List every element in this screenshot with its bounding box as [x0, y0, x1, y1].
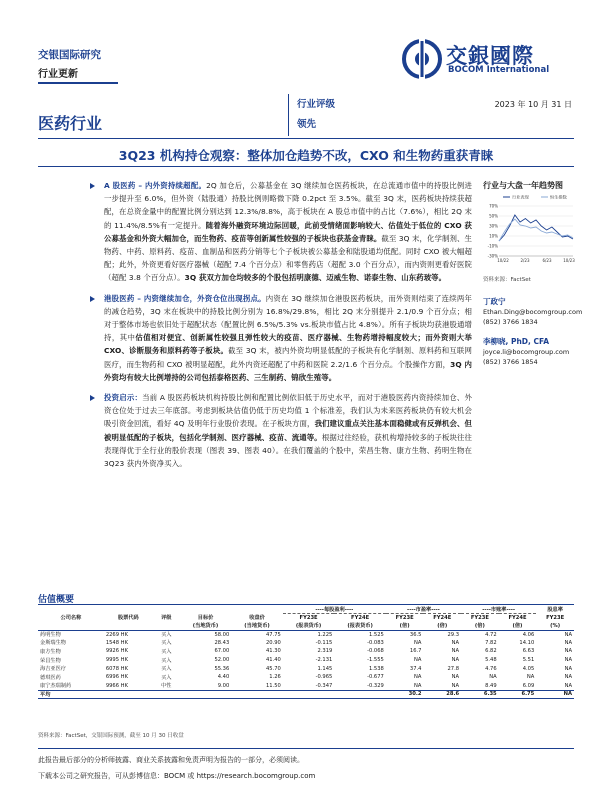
analyst-name: 丁政宁 — [483, 297, 506, 306]
table-cell: 1.225 — [317, 631, 333, 638]
paragraph-text: 截至 3Q 末，被内外资均明显低配的子板块有化学制剂、原料药和互联网医疗，而生物药和 CXO 被明显超配，此外内资还超配了中药和医院 2.2/1.6 个百分点。个股操作方面， — [104, 346, 473, 369]
table-cell: 45.70 — [265, 665, 281, 672]
paragraph-heading: A 股医药 – 内外资持续超配。 — [104, 181, 207, 190]
download-text[interactable]: 下载本公司之研究报告，可从彭博信息：BOCM 或 https://research.bocomgroup.com — [38, 772, 316, 780]
table-average-row — [38, 690, 574, 699]
bocom-logo — [402, 38, 578, 80]
valuation-title: 估值概要 — [38, 595, 75, 605]
table-cell: 5.51 — [522, 657, 535, 664]
analyst-name: 李柳晓, PhD, CFA — [483, 337, 550, 346]
column-unit: (倍) — [499, 622, 537, 631]
paragraph-text: 2Q 加仓后，公募基金在 3Q 继续加仓医药板块，在总流通市值中的持股比例进一步提升至 6.0%，但外资（陆股通）持股比例则略微下降 0.2pct 至 3.5%。截至 3Q 末，医药板块持续获超配，在总资金量中的配置比例分别达到 12.3%/8.8%，高于板块在 A 股总市值中的占比（7.6%），相比 2Q 末的 11.4%/8.5%有一定提升。 — [104, 181, 472, 230]
bullet-icon — [90, 296, 95, 302]
table-cell: 6996 HK — [105, 674, 128, 681]
column-group: 股息率 — [536, 605, 574, 614]
table-cell: NA — [414, 674, 422, 681]
table-cell: 平均 — [38, 690, 104, 699]
column-header: FY23E — [395, 614, 414, 621]
table-cell: 买入 — [161, 674, 172, 681]
blank-cell — [38, 605, 283, 614]
sector-name: 医药行业 — [38, 114, 103, 133]
table-units — [38, 622, 574, 631]
table-cell: 买入 — [161, 648, 172, 655]
table-cell: 6.35 — [461, 690, 499, 699]
legend-label: 恒生指数 — [550, 194, 567, 200]
table-row — [38, 630, 574, 639]
paragraph-text: 我们建议重点关注基本面稳健或有反弹机会、但被明显低配的子板块，包括化学制剂、医疗器械、疫苗、流通等。 — [104, 419, 472, 442]
column-header: FY24E — [508, 614, 527, 621]
table-cell: 4.72 — [485, 631, 497, 638]
table-cell: 9926 HK — [105, 648, 128, 655]
y-tick-label: 50% — [489, 213, 498, 219]
table-cell: 37.4 — [409, 665, 422, 672]
paragraph-text: 3Q 获双方加仓均较多的个股包括明康德、迈威生物、诺泰生物、山东药玻等。 — [184, 273, 447, 283]
y-tick-label: 70% — [489, 203, 498, 209]
column-unit: (当地货币) — [231, 622, 283, 631]
table-cell: 41.40 — [265, 657, 281, 664]
y-tick-label: -10% — [487, 243, 498, 249]
table-cell: 1.145 — [317, 665, 333, 672]
column-unit: (报表货币) — [334, 622, 386, 631]
column-unit: (倍) — [423, 622, 461, 631]
column-group: ----每股盈利---- — [283, 605, 386, 614]
bullet-icon — [90, 395, 95, 401]
paragraph-3 — [90, 391, 472, 470]
x-tick-label: 10/23 — [563, 258, 575, 263]
table-cell: NA — [564, 657, 572, 664]
paragraph-2 — [90, 292, 472, 384]
analyst-phone: (852) 3766 1834 — [483, 318, 538, 326]
table-cell: 8.49 — [485, 682, 497, 689]
table-cell: 16.7 — [409, 648, 422, 655]
column-unit — [38, 622, 104, 631]
table-cell: NA — [564, 639, 572, 646]
table-cell: NA — [536, 690, 574, 699]
table-header — [38, 614, 574, 622]
report-date: 2023 年 10 月 31 日 — [494, 100, 572, 109]
header-rule — [38, 82, 118, 84]
trend-chart-svg — [481, 192, 575, 270]
table-row — [38, 639, 574, 648]
table-cell — [231, 690, 283, 699]
analyst-email[interactable]: Ethan.Ding@bocomgroup.com — [483, 308, 583, 316]
table-cell: 55.36 — [214, 665, 230, 672]
table-cell: 58.00 — [214, 631, 230, 638]
table-cell: -0.677 — [367, 674, 384, 681]
table-cell: 7.82 — [485, 639, 497, 646]
column-header: FY24E — [433, 614, 452, 621]
table-cell — [104, 690, 153, 699]
table-cell: 41.30 — [265, 648, 281, 655]
column-header: 公司名称 — [60, 615, 82, 621]
table-cell: 20.90 — [265, 639, 281, 646]
table-cell: 9995 HK — [105, 657, 128, 664]
column-unit: (当地货币) — [180, 622, 232, 631]
table-cell: 6.75 — [499, 690, 537, 699]
title-rule-bottom — [38, 166, 574, 167]
table-cell: 28.43 — [214, 639, 230, 646]
analyst-phone: (852) 3766 1854 — [483, 358, 538, 366]
table-cell: 4.76 — [485, 665, 497, 672]
table-cell: 荣昌生物 — [40, 657, 61, 664]
table-cell: 1.525 — [368, 631, 384, 638]
table-cell: 1548 HK — [105, 639, 128, 646]
rating-box — [288, 94, 438, 136]
table-cell: -0.329 — [367, 682, 384, 689]
table-cell: -0.068 — [367, 648, 384, 655]
paragraph-text: 当前 A 股医药板块机构持股比例和配置比例依旧低于历史水平，而对于港股医药内资持续加仓、外资仓位处于过去三年底部。考虑到板块估值仍低于历史均值 1 个标准差，我们认为未来医药板块仍有较大机会吸引资金回流，看好 4Q 及明年行业股价表现。在子板块方面， — [104, 393, 472, 429]
table-cell: 海吉亚医疗 — [40, 666, 66, 673]
table-cell: -0.347 — [315, 682, 333, 689]
paragraph-heading: 港股医药 – 内资继续加仓，外资仓位出现拐点。 — [104, 293, 266, 303]
table-row — [38, 673, 574, 682]
column-header: FY23E — [470, 614, 489, 621]
chart-source: 资料来源：FactSet — [483, 277, 531, 283]
y-tick-label: 10% — [489, 233, 498, 239]
column-header: FY23E — [299, 614, 318, 621]
table-cell: 6078 HK — [105, 665, 128, 672]
paragraph-text: 内资在 3Q 继续加仓港股医药板块，而外资则结束了连续两年的减仓趋势，3Q 末在板块中的持股比例分别为 16.8%/29.8%，相比 2Q 末分别提升 2.1/0.9 个百分点；相对于整体市场也依旧处于超配状态（配置比例 6.5%/5.3% vs.板块市值占比 4.8%）。所有子板块均获港股通增持，其中 — [104, 293, 472, 343]
table-cell: 29.3 — [447, 631, 460, 638]
table-cell: 6.63 — [522, 648, 535, 655]
paragraph-text: 根据过往经验，获机构增持较多的子板块往往表现得优于全行业的股价表现（图表 39、图表 40）。在我们覆盖的个股中，荣昌生物、康方生物、药明生物在 3Q23 获内外资净买入。 — [104, 432, 472, 469]
table-cell: 9.00 — [217, 682, 230, 689]
table-row — [38, 656, 574, 665]
table-cell: 67.00 — [214, 648, 230, 655]
table-cell: 5.48 — [485, 657, 497, 664]
x-tick-label: 2/23 — [520, 258, 530, 263]
column-header: 评级 — [161, 615, 172, 621]
table-cell: NA — [414, 639, 422, 646]
org-name: 交银国际研究 — [38, 49, 101, 61]
column-header: FY23E — [546, 614, 565, 621]
table-cell: NA — [451, 648, 460, 655]
table-cell: 6.82 — [485, 648, 497, 655]
column-unit — [104, 622, 153, 631]
report-title: 3Q23 机构持仓观察：整体加仓趋势不改，CXO 和生物药重获青睐 — [118, 148, 494, 163]
table-cell: NA — [564, 631, 572, 638]
series-line-1 — [499, 215, 573, 241]
table-cell: -0.083 — [367, 639, 384, 646]
paragraph-text: 3Q 内外资均有较大比例增持的公司包括泰格医药、三生制药、锦欣生殖等。 — [104, 359, 472, 382]
table-cell: NA — [414, 657, 422, 664]
table-cell: NA — [564, 648, 572, 655]
paragraph-text: 截至 3Q 末，化学制剂、生物药、中药、原料药、疫苗、血制品和医药分销等七个子板块被公募基金和陆股通均低配。同时 CXO 被大幅超配；此外，外资更看好医疗器械（超配 7.4 个百分点）和零售药店（超配 3.0 个百分点），而内资则更看好医院（超配 3.8 个百分点）。 — [104, 233, 472, 283]
table-cell: 4.06 — [522, 631, 535, 638]
table-cell: NA — [451, 639, 460, 646]
table-cell: 康宁杰瑞制药 — [40, 683, 72, 690]
column-unit: (%) — [536, 622, 574, 631]
table-cell: 中性 — [161, 683, 172, 690]
table-cell: -0.965 — [315, 674, 333, 681]
table-cell: NA — [526, 674, 535, 681]
paragraph-text: 估值相对便宜、创新属性较强且弹性较大的疫苗、医疗器械、生物药增持幅度较大；而外资则大举 CXO、诊断服务和原料药等子板块。 — [104, 333, 472, 356]
y-tick-label: 30% — [489, 223, 498, 229]
x-tick-label: 6/23 — [542, 258, 552, 263]
table-cell: 4.05 — [522, 665, 535, 672]
column-header: 股票代码 — [117, 615, 139, 621]
title-rule-top — [38, 138, 574, 139]
table-cell: 9966 HK — [105, 682, 128, 689]
table-cell: NA — [489, 674, 497, 681]
table-row — [38, 647, 574, 656]
footer-rule — [38, 748, 574, 749]
bocom-emblem-icon — [402, 38, 442, 80]
y-tick-label: -30% — [487, 253, 498, 259]
table-cell — [283, 690, 335, 699]
table-row — [38, 682, 574, 691]
analyst-2 — [483, 337, 569, 367]
table-cell: 德琪医药 — [40, 674, 61, 681]
body-text — [90, 179, 472, 477]
table-cell: 药明生物 — [40, 632, 61, 639]
rating-label: 行业评级 — [297, 99, 336, 110]
table-cell: NA — [414, 682, 422, 689]
table-row — [38, 664, 574, 673]
table-cell — [334, 690, 386, 699]
column-unit: (倍) — [386, 622, 424, 631]
table-cell: 52.00 — [214, 657, 230, 664]
table-cell: 买入 — [161, 632, 172, 639]
bullet-icon — [90, 183, 95, 189]
paragraph-text: 随着海外融资环境边际回暖，此前受情绪面影响较大、估值处于低位的 CXO 获公募基金和外资大幅加仓，而生物药、疫苗等创新属性较强的子板块也获基金青睐。 — [104, 220, 472, 243]
table-cell: 买入 — [161, 666, 172, 673]
table-cell: 11.50 — [265, 682, 281, 689]
report-type: 行业更新 — [38, 69, 78, 80]
table-cell — [153, 690, 180, 699]
table-cell: 27.8 — [447, 665, 460, 672]
table-cell — [180, 690, 232, 699]
valuation-source: 资料来源：FactSet，交银国际预测，截至 10 月 30 日收盘 — [38, 733, 184, 739]
column-group: ----市盈率---- — [386, 605, 461, 614]
table-cell: NA — [451, 674, 460, 681]
table-cell: 47.75 — [265, 631, 281, 638]
table-cell: -1.555 — [367, 657, 384, 664]
column-header: 收盘价 — [249, 615, 265, 621]
table-cell: -0.115 — [315, 639, 333, 646]
rating-value: 领先 — [297, 119, 317, 130]
table-cell: NA — [564, 665, 572, 672]
column-header: 目标价 — [197, 615, 214, 621]
legend-label: 行业表现 — [512, 194, 529, 200]
table-cell: 1.26 — [269, 674, 281, 681]
table-cell: -2.131 — [315, 657, 333, 664]
logo-en-text: BOCOM International — [448, 65, 550, 75]
table-cell: 2.319 — [317, 648, 333, 655]
x-tick-label: 10/22 — [497, 258, 509, 263]
paragraph-heading: 投资启示： — [104, 393, 143, 403]
disclaimer-text: 此报告最后部分的分析师披露、商业关系披露和免责声明为报告的一部分，必须阅读。 — [38, 756, 304, 764]
column-unit: (报表货币) — [283, 622, 335, 631]
analyst-email[interactable]: joyce.li@bocomgroup.com — [483, 348, 570, 356]
valuation-table — [38, 604, 574, 699]
table-cell: NA — [564, 674, 572, 681]
table-cell: 30.2 — [386, 690, 424, 699]
table-cell: 2269 HK — [105, 631, 128, 638]
logo-cn-text: 交銀國際 — [446, 44, 534, 68]
table-cell: 康方生物 — [40, 648, 61, 655]
paragraph-1 — [90, 179, 472, 285]
table-cell: 36.5 — [409, 631, 422, 638]
table-cell: NA — [451, 657, 460, 664]
column-group: ----市账率---- — [461, 605, 536, 614]
table-group-header — [38, 605, 574, 614]
table-cell: 28.6 — [423, 690, 461, 699]
column-unit: (倍) — [461, 622, 499, 631]
table-cell: 1.538 — [368, 665, 384, 672]
trend-chart — [481, 192, 575, 270]
column-unit — [153, 622, 180, 631]
analyst-1 — [483, 297, 582, 327]
table-cell: 买入 — [161, 640, 172, 647]
table-cell: 6.09 — [522, 682, 535, 689]
chart-title: 行业与大盘一年趋势图 — [483, 181, 563, 190]
column-header: FY24E — [351, 614, 370, 621]
table-cell: 14.10 — [519, 639, 535, 646]
table-cell: NA — [451, 682, 460, 689]
table-cell: 金斯瑞生物 — [40, 640, 66, 647]
table-cell: 4.40 — [217, 674, 230, 681]
series-line-2 — [499, 219, 573, 241]
table-cell: NA — [564, 682, 572, 689]
table-cell: 买入 — [161, 657, 172, 664]
